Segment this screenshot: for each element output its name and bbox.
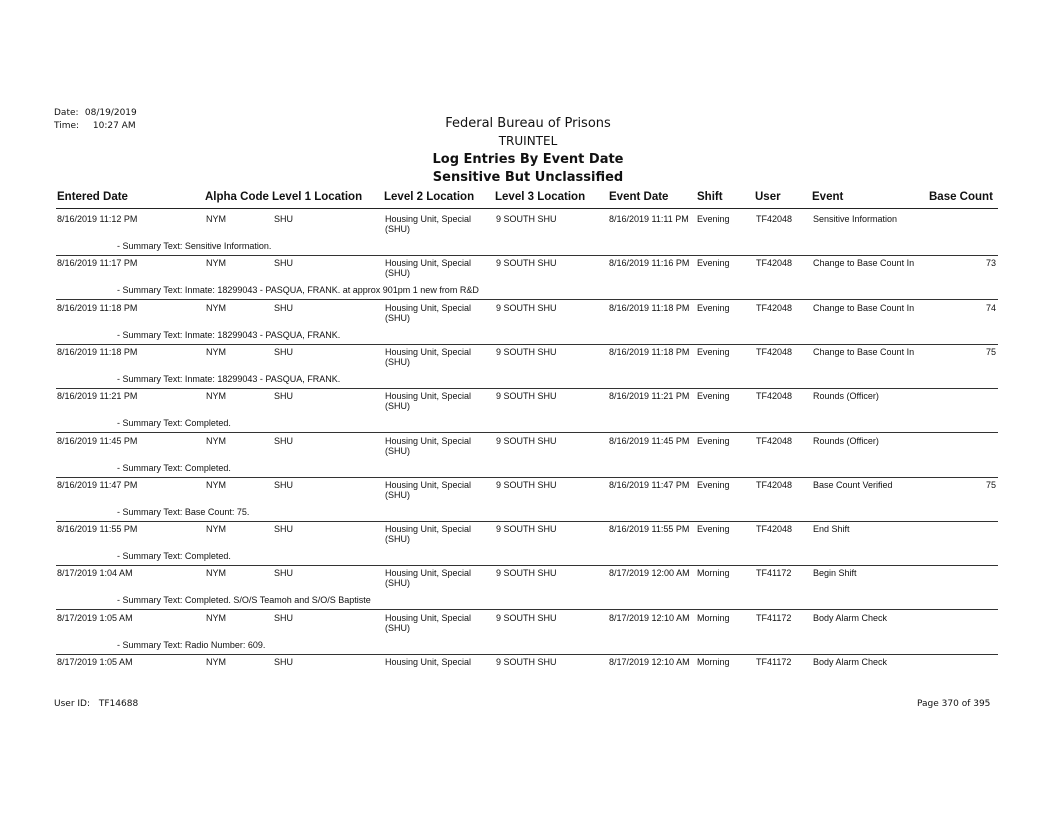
event-cell: Change to Base Count In	[813, 258, 915, 269]
level2-cell: Housing Unit, Special (SHU)	[385, 302, 472, 323]
entered-date-cell: 8/16/2019 11:21 PM	[57, 391, 138, 402]
level2-cell: Housing Unit, Special (SHU)	[385, 479, 472, 500]
summary-text: - Summary Text: Sensitive Information.	[117, 241, 272, 251]
summary-text: - Summary Text: Radio Number: 609.	[117, 639, 266, 650]
event-cell: Body Alarm Check	[813, 612, 888, 623]
level3-cell: 9 SOUTH SHU	[496, 479, 557, 490]
alpha-code-cell: NYM	[206, 258, 226, 269]
user-cell: TF42048	[756, 346, 793, 357]
alpha-code-cell: NYM	[206, 346, 226, 357]
level3-cell: 9 SOUTH SHU	[496, 302, 557, 313]
event-date-cell: 8/17/2019 12:10 AM	[609, 657, 690, 667]
user-cell: TF41172	[756, 612, 792, 623]
event-date-cell: 8/17/2019 12:10 AM	[609, 612, 690, 623]
level1-cell: SHU	[274, 612, 294, 623]
user-cell: TF41172	[756, 568, 792, 579]
col-event: Event	[812, 191, 844, 203]
level1-cell: SHU	[274, 258, 294, 269]
shift-cell: Evening	[697, 214, 730, 224]
user-cell: TF41172	[756, 657, 792, 667]
col-user: User	[755, 191, 781, 203]
base-count-cell: 75	[985, 479, 996, 490]
report-agency: Federal Bureau of Prisons	[445, 116, 611, 131]
level2-cell: Housing Unit, Special (SHU)	[385, 612, 472, 633]
user-cell: TF42048	[756, 479, 793, 490]
level1-cell: SHU	[274, 524, 294, 535]
event-date-cell: 8/16/2019 11:18 PM	[609, 346, 690, 357]
shift-cell: Evening	[697, 258, 730, 269]
event-cell: Change to Base Count In	[813, 302, 915, 313]
event-date-cell: 8/17/2019 12:00 AM	[609, 568, 690, 579]
level3-cell: 9 SOUTH SHU	[496, 391, 557, 402]
row-divider	[56, 477, 998, 478]
row-divider	[56, 609, 998, 610]
level1-cell: SHU	[274, 657, 294, 667]
level3-cell: 9 SOUTH SHU	[496, 657, 557, 667]
col-event-date: Event Date	[609, 191, 669, 203]
shift-cell: Morning	[697, 657, 730, 667]
level2-cell: Housing Unit, Special (SHU)	[385, 214, 472, 234]
col-level2: Level 2 Location	[384, 191, 475, 203]
event-cell: End Shift	[813, 524, 850, 535]
user-id-label: User ID:	[54, 699, 90, 709]
page-number: Page 370 of 395	[917, 699, 991, 709]
user-cell: TF42048	[756, 435, 793, 446]
alpha-code-cell: NYM	[206, 302, 226, 313]
row-divider	[56, 255, 998, 256]
alpha-code-cell: NYM	[206, 612, 226, 623]
event-cell: Base Count Verified	[813, 479, 893, 490]
shift-cell: Evening	[697, 391, 730, 402]
shift-cell: Evening	[697, 435, 730, 446]
summary-text: - Summary Text: Completed.	[117, 551, 231, 562]
alpha-code-cell: NYM	[206, 391, 226, 402]
shift-cell: Morning	[697, 568, 730, 579]
user-cell: TF42048	[756, 302, 793, 313]
base-count-cell: 74	[985, 302, 996, 313]
summary-text: - Summary Text: Inmate: 18299043 - PASQUA, FRANK.	[117, 329, 341, 340]
report-classification: Sensitive But Unclassified	[432, 170, 624, 185]
level2-cell: Housing Unit, Special (SHU)	[385, 346, 472, 367]
footer-user-id	[54, 699, 138, 709]
event-cell: Rounds (Officer)	[813, 435, 879, 446]
event-cell: Sensitive Information	[813, 214, 898, 224]
level3-cell: 9 SOUTH SHU	[496, 612, 557, 623]
date-label: Date:	[54, 108, 79, 118]
alpha-code-cell: NYM	[206, 479, 226, 490]
row-divider	[56, 521, 998, 522]
summary-text: - Summary Text: Completed.	[117, 418, 231, 429]
summary-text: - Summary Text: Base Count: 75.	[117, 506, 250, 517]
summary-text: - Summary Text: Completed. S/O/S Teamoh and S/O/S Baptiste	[117, 595, 371, 606]
time-label: Time:	[54, 121, 80, 131]
base-count-cell: 75	[985, 346, 996, 357]
report-title: Log Entries By Event Date	[432, 152, 624, 167]
col-shift: Shift	[697, 191, 723, 203]
level3-cell: 9 SOUTH SHU	[496, 346, 557, 357]
level3-cell: 9 SOUTH SHU	[496, 258, 557, 269]
event-date-cell: 8/16/2019 11:18 PM	[609, 302, 690, 313]
col-base-count: Base Count	[929, 191, 993, 203]
level1-cell: SHU	[274, 302, 294, 313]
level1-cell: SHU	[274, 479, 294, 490]
entered-date-cell: 8/16/2019 11:45 PM	[57, 435, 138, 446]
event-date-cell: 8/16/2019 11:16 PM	[609, 258, 690, 269]
summary-text: - Summary Text: Inmate: 18299043 - PASQUA, FRANK.	[117, 373, 341, 384]
user-id-value: TF14688	[98, 699, 139, 709]
entered-date-cell: 8/17/2019 1:05 AM	[57, 657, 133, 667]
user-cell: TF42048	[756, 214, 793, 224]
user-cell: TF42048	[756, 524, 793, 535]
level2-cell: Housing Unit, Special (SHU)	[385, 568, 472, 589]
event-date-cell: 8/16/2019 11:45 PM	[609, 435, 690, 446]
row-divider	[56, 432, 998, 433]
event-cell: Body Alarm Check	[813, 657, 888, 667]
entered-date-cell: 8/16/2019 11:55 PM	[57, 524, 138, 535]
event-date-cell: 8/16/2019 11:47 PM	[609, 479, 690, 490]
level2-cell: Housing Unit, Special (SHU)	[385, 524, 472, 545]
shift-cell: Evening	[697, 524, 730, 535]
report-system: TRUINTEL	[498, 134, 558, 148]
summary-text: - Summary Text: Inmate: 18299043 - PASQUA, FRANK. at approx 901pm 1 new from R&D	[117, 285, 479, 296]
entered-date-cell: 8/16/2019 11:17 PM	[57, 258, 138, 269]
level1-cell: SHU	[274, 568, 294, 579]
col-level3: Level 3 Location	[495, 191, 586, 203]
event-date-cell: 8/16/2019 11:11 PM	[609, 214, 689, 224]
level3-cell: 9 SOUTH SHU	[496, 568, 557, 579]
shift-cell: Evening	[697, 479, 730, 490]
level1-cell: SHU	[274, 346, 294, 357]
level2-cell: Housing Unit, Special (SHU)	[385, 258, 472, 279]
level2-cell: Housing Unit, Special (SHU)	[385, 391, 472, 412]
entered-date-cell: 8/17/2019 1:04 AM	[57, 568, 133, 579]
level3-cell: 9 SOUTH SHU	[496, 214, 557, 224]
level3-cell: 9 SOUTH SHU	[496, 524, 557, 535]
alpha-code-cell: NYM	[206, 524, 226, 535]
row-divider	[56, 344, 998, 345]
level3-cell: 9 SOUTH SHU	[496, 435, 557, 446]
event-cell: Rounds (Officer)	[813, 391, 879, 402]
row-divider	[56, 654, 998, 655]
level1-cell: SHU	[274, 214, 294, 224]
entered-date-cell: 8/16/2019 11:18 PM	[57, 302, 138, 313]
header-divider	[56, 208, 998, 209]
summary-text: - Summary Text: Completed.	[117, 462, 231, 473]
user-cell: TF42048	[756, 258, 793, 269]
col-alpha-code: Alpha Code	[205, 191, 269, 203]
row-divider	[56, 565, 998, 566]
event-date-cell: 8/16/2019 11:55 PM	[609, 524, 690, 535]
entered-date-cell: 8/16/2019 11:12 PM	[57, 214, 138, 224]
alpha-code-cell: NYM	[206, 435, 226, 446]
entered-date-cell: 8/16/2019 11:18 PM	[57, 346, 138, 357]
time-value: 10:27 AM	[92, 121, 136, 131]
shift-cell: Evening	[697, 346, 730, 357]
row-divider	[56, 299, 998, 300]
event-cell: Change to Base Count In	[813, 346, 915, 357]
level1-cell: SHU	[274, 391, 294, 402]
level2-cell: Housing Unit, Special	[385, 657, 472, 667]
event-cell: Begin Shift	[813, 568, 857, 579]
alpha-code-cell: NYM	[206, 568, 226, 579]
event-date-cell: 8/16/2019 11:21 PM	[609, 391, 690, 402]
col-level1: Level 1 Location	[272, 191, 363, 203]
col-entered-date: Entered Date	[57, 191, 128, 203]
user-cell: TF42048	[756, 391, 793, 402]
alpha-code-cell: NYM	[206, 657, 226, 667]
level2-cell: Housing Unit, Special (SHU)	[385, 435, 472, 456]
row-divider	[56, 388, 998, 389]
entered-date-cell: 8/17/2019 1:05 AM	[57, 612, 133, 623]
base-count-cell: 73	[985, 258, 996, 269]
level1-cell: SHU	[274, 435, 294, 446]
shift-cell: Evening	[697, 302, 730, 313]
date-value: 08/19/2019	[84, 108, 137, 118]
shift-cell: Morning	[697, 612, 730, 623]
entered-date-cell: 8/16/2019 11:47 PM	[57, 479, 138, 490]
alpha-code-cell: NYM	[206, 214, 226, 224]
